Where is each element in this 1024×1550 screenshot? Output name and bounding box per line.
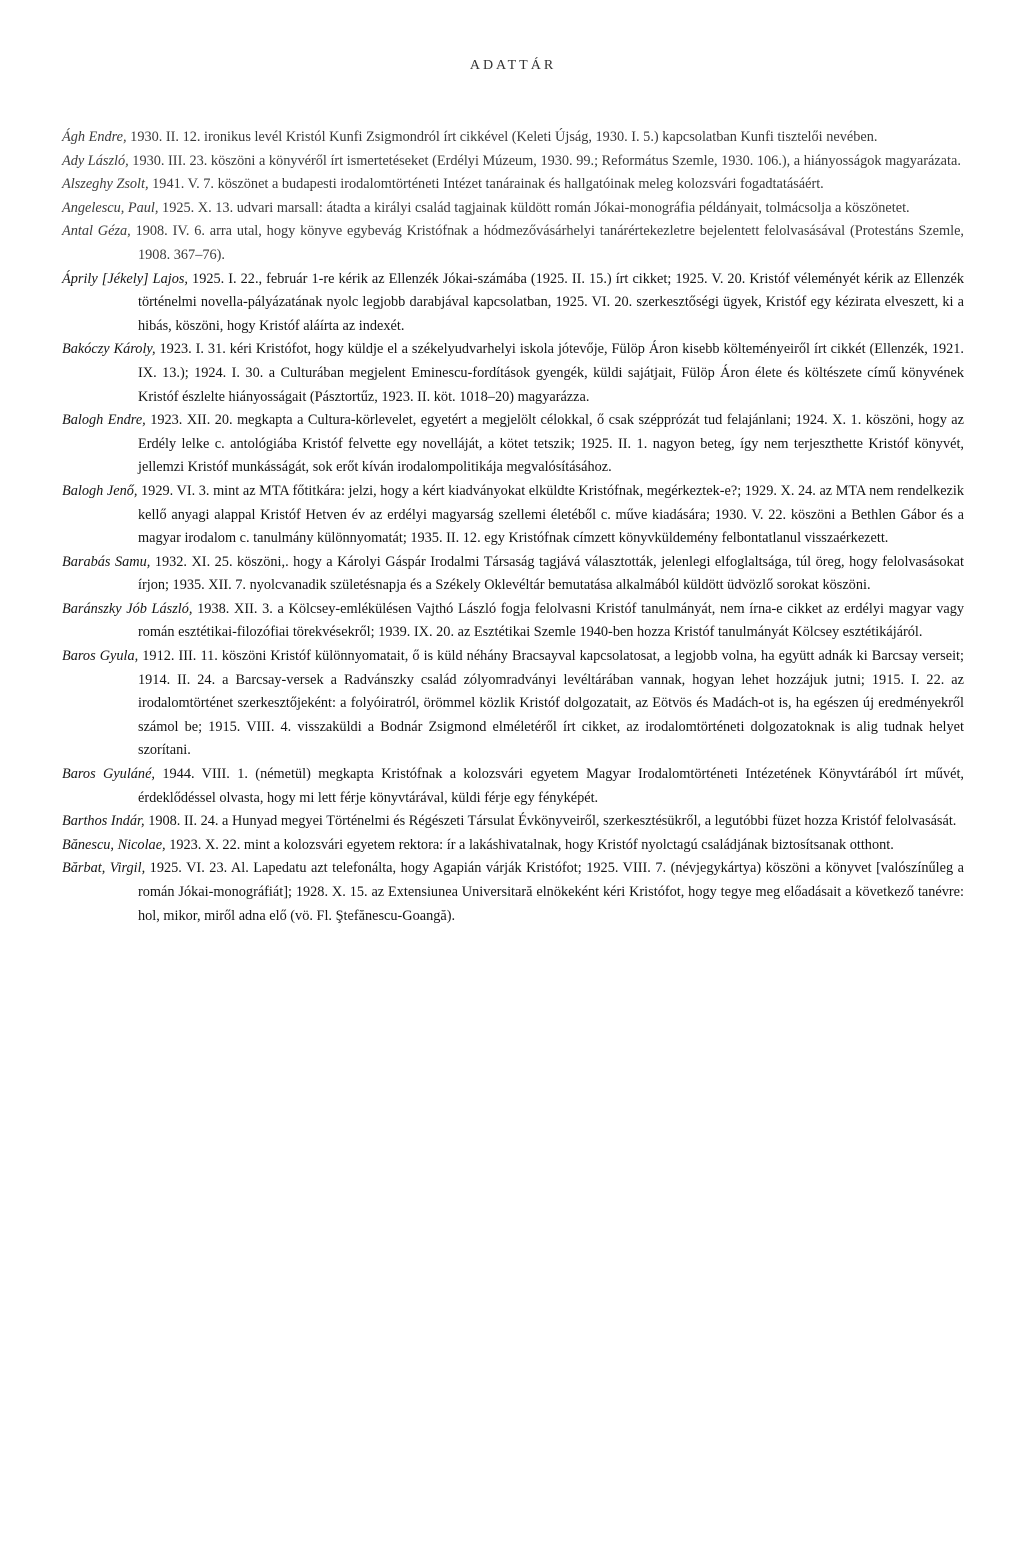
entry	[62, 857, 964, 928]
entry	[62, 645, 964, 763]
running-head: ADATTÁR	[469, 58, 557, 73]
entry-text: 1925. X. 13. udvari marsall: átadta a királyi család tagjainak küldött román Jókai-monográfia példányait, tolmácsolja a köszönetet.	[158, 199, 910, 216]
entry	[62, 551, 964, 598]
entry-text: 1930. II. 12. ironikus levél Kristól Kunfi Zsigmondról írt cikkével (Keleti Újság, 1930. I. 5.) kapcsolatban Kunfi tisztelői nevében.	[126, 129, 878, 145]
entry-text: 1925. I. 22., február 1-re kérik az Ellenzék Jókai-számába (1925. II. 15.) írt cikket; 1925. V. 20. Kristóf véleményét kérik az Ellenzék történelmi novella-pályázatának nyolc legjobb darabjával kapcsolatban, 1925. VI. 20. szerkesztőségi ügyek, Kristóf egy kézirata elveszett, ki a hibás, köszöni, hogy Kristóf aláírta az indexét.	[138, 270, 964, 334]
entry	[62, 126, 964, 150]
entry-name: Angelescu, Paul,	[62, 199, 159, 216]
entry-name: Bakóczy Károly,	[62, 341, 156, 358]
entry-list	[62, 126, 964, 928]
entry	[62, 763, 964, 810]
entry-text: 1923. X. 22. mint a kolozsvári egyetem rektora: ír a lakáshivatalnak, hogy Kristóf nyolctagú családjának biztosítsanak otthont.	[165, 836, 894, 853]
entry	[62, 150, 964, 174]
entry	[62, 173, 964, 197]
entry-name: Balogh Jenő,	[62, 482, 138, 499]
entry-text: 1944. VIII. 1. (németül) megkapta Kristófnak a kolozsvári egyetem Magyar Irodalomtörténeti Intézetének Könyvtárából írt művét, érdeklődéssel olvasta, hogy mi lett férje könyvtárával, küldi férje egy fényképét.	[138, 766, 964, 806]
entry	[62, 220, 964, 267]
entry-text: 1923. I. 31. kéri Kristófot, hogy küldje el a székelyudvarhelyi iskola jótevője, Fülöp Áron kisebb költeményeiről írt cikkét (Ellenzék, 1921. IX. 13.); 1924. I. 30. a Culturában megjelent Eminescu-fordítások gyengék, küldi sajátjait, Fülöp Áron élete és költészete című könyvének Kristóf észlelte hiányosságait (Pásztortűz, 1923. II. köt. 1018–20) magyarázza.	[138, 341, 964, 405]
entry	[62, 834, 964, 858]
entry-name: Barthos Indár,	[62, 813, 145, 830]
entry-name: Alszeghy Zsolt,	[62, 176, 149, 193]
entry-text: 1929. VI. 3. mint az MTA főtitkára: jelzi, hogy a kért kiadványokat elküldte Kristófnak, megérkeztek-e?; 1929. X. 24. az MTA nem rendelkezik kellő anyagi alappal Kristóf Hetven év az erdélyi magyarság szellemi életéből c. műve kiadására; 1930. V. 22. köszöni a Bethlen Gábor és a magyar irodalom c. tanulmány különnyomatát; 1935. II. 12. egy Kristófnak címzett könyvküldemény felbontatlanul visszaérkezett.	[137, 482, 965, 547]
entry-name: Baros Gyuláné,	[62, 766, 156, 783]
entry	[62, 338, 964, 409]
entry	[62, 409, 964, 480]
entry	[62, 197, 964, 221]
entry-text: 1932. XI. 25. köszöni,. hogy a Károlyi Gáspár Irodalmi Társaság tagjává választották, jelenlegi elfoglaltsága, túl öreg, hogy felolvasásokat írjon; 1935. XII. 7. nyolcvanadik születésnapja és a Székely Oklevéltár bemutatása alkalmából küldött üdvözlő sorokat köszöni.	[138, 553, 964, 594]
entry-name: Baránszky Jób László,	[62, 600, 193, 617]
entry-name: Ady László,	[62, 152, 129, 169]
entry-name: Baros Gyula,	[62, 648, 139, 665]
entry-text: 1930. III. 23. köszöni a könyvéről írt ismertetéseket (Erdélyi Múzeum, 1930. 99.; Református Szemle, 1930. 106.), a hiányosságok magyarázata.	[128, 152, 961, 169]
entry	[62, 598, 964, 645]
entry-text: 1938. XII. 3. a Kölcsey-emlékülésen Vajthó László fogja felolvasni Kristóf tanulmányát, nem írna-e cikket az erdélyi magyar vagy román esztétikai-filozófiai törekvésekről; 1939. IX. 20. az Esztétikai Szemle 1940-ben hozza Kristóf tanulmányát Kölcsey esztétikájáról.	[138, 600, 964, 641]
entry-text: 1941. V. 7. köszönet a budapesti irodalomtörténeti Intézet tanárainak és hallgatóinak meleg kolozsvári fogadtatásáért.	[148, 176, 824, 193]
entry-text: 1908. IV. 6. arra utal, hogy könyve egybevág Kristófnak a hódmezővásárhelyi tanárértekezletre bejelentett felolvasásával (Protestáns Szemle, 1908. 367–76).	[130, 223, 964, 263]
entry-text: 1912. III. 11. köszöni Kristóf különnyomatait, ő is küld néhány Bracsayval kapcsolatosat, a legjobb volna, ha együtt adnák ki Barcsay verseit; 1914. II. 24. a Barcsay-versek a Radvánszky család zólyomradványi levéltárában vannak, hogyan lehet hozzájuk jutni; 1915. I. 22. az irodalomtörténet szerkesztőjeként: a folyóiratról, örömmel közlik Kristóf dolgozatait, az Eötvös és Madách-ot is, ha egészen új eredményekről számol be; 1915. VIII. 4. visszaküldi a Bodnár Zsigmond elméletéről írt cikket, az irodalomtörténeti dolgozatoknak is alig tudnak helyet szorítani.	[138, 648, 965, 759]
entry-text: 1923. XII. 20. megkapta a Cultura-körlevelet, egyetért a megjelölt célokkal, ő csak szépprózát tud felajánlani; 1924. X. 1. köszöni, hogy az Erdély lelke c. antológiába Kristóf felvette egy novelláját, a kötet tetszik; 1925. II. 1. nagyon beteg, így nem terjeszthette Kristóf könyvét, jellemzi Kristóf munkásságát, sok erőt kíván irodalompolitikája megvalósításához.	[138, 412, 964, 476]
entry-text: 1908. II. 24. a Hunyad megyei Történelmi és Régészeti Társulat Évkönyveiről, szerkesztésükről, a legutóbbi füzet hozza Kristóf felolvasását.	[144, 813, 957, 830]
entry-name: Bărbat, Virgil,	[62, 860, 146, 877]
entry-name: Balogh Endre,	[62, 412, 146, 429]
entry	[62, 810, 964, 834]
entry-name: Antal Géza,	[62, 223, 131, 240]
entry-text: 1925. VI. 23. Al. Lapedatu azt telefonálta, hogy Agapián várják Kristófot; 1925. VIII. 7. (névjegykártya) köszöni a könyvet [valószínűleg a román Jókai-monográfiát]; 1928. X. 15. az Extensiunea Universitară elnökeként kéri Kristófot, hogy tegye meg előadásait a következő tanévre: hol, mikor, miről adna elő (vö. Fl. Ştefănescu-Goangă).	[138, 860, 964, 924]
entry-name: Áprily [Jékely] Lajos,	[62, 270, 189, 287]
entry-name: Barabás Samu,	[62, 553, 151, 570]
entry-name: Bănescu, Nicolae,	[62, 836, 166, 853]
entry-name: Ágh Endre,	[62, 129, 127, 145]
entry	[62, 480, 964, 551]
entry	[62, 268, 964, 339]
